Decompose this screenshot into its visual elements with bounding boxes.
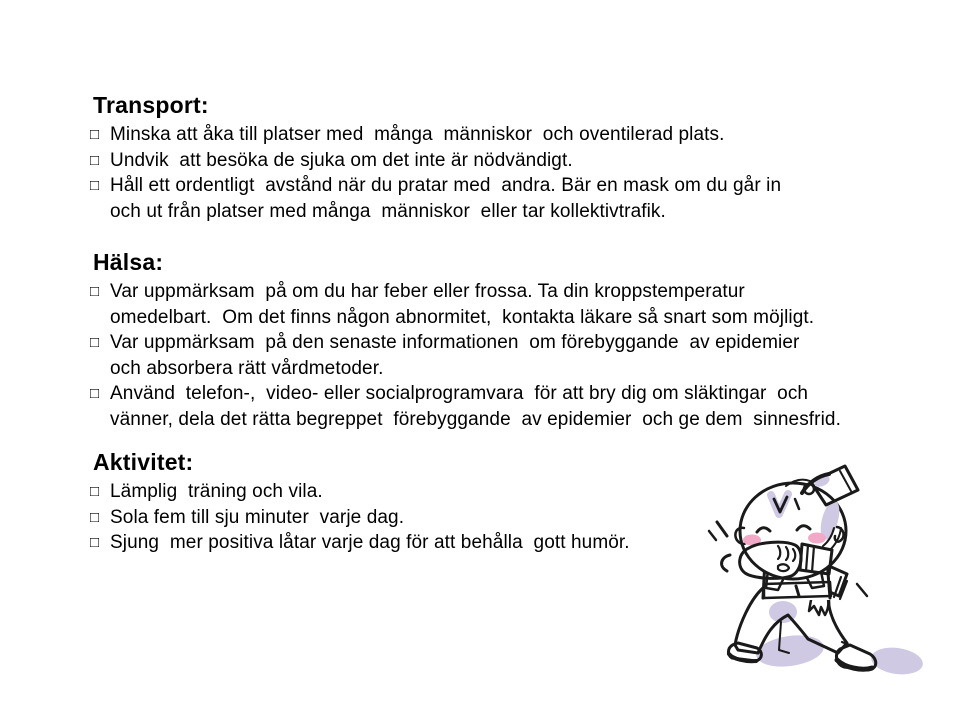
motion-line-right: [857, 584, 867, 596]
bullet-item: [90, 122, 920, 148]
section-heading-halsa: Hälsa:: [93, 249, 164, 275]
square-bullet-icon: □: [90, 483, 100, 500]
square-bullet-icon: □: [90, 177, 100, 194]
section-halsa: [90, 249, 920, 432]
bullet-item: [90, 148, 920, 174]
bullet-item: [90, 330, 920, 381]
bullet-item: [90, 173, 920, 224]
bullet-line: och ut från platser med många människor eller tar kollektivtrafik.: [110, 200, 666, 222]
bullet-line: Undvik att besöka de sjuka om det inte är nödvändigt.: [110, 149, 573, 171]
section-heading-transport: Transport:: [93, 92, 209, 118]
motion-marks: [709, 522, 730, 571]
square-bullet-icon: □: [90, 151, 100, 169]
bullet-item: [90, 279, 920, 330]
bullet-line: omedelbart. Om det finns någon abnormitet, kontakta läkare så snart som möjligt.: [110, 306, 815, 328]
bullet-item: [90, 381, 920, 432]
bullet-line: Var uppmärksam på den senaste informationen om förebyggande av epidemier: [110, 332, 800, 353]
bullet-line: vänner, dela det rätta begreppet förebyggande av epidemier och ge dem sinnesfrid.: [110, 408, 841, 430]
square-bullet-icon: □: [90, 283, 100, 300]
bullet-line: Sola fem till sju minuter varje dag.: [110, 506, 405, 528]
section-heading-aktivitet: Aktivitet:: [93, 449, 194, 475]
square-bullet-icon: □: [90, 534, 100, 551]
square-bullet-icon: □: [90, 385, 100, 402]
kungfu-kid-illustration: [690, 438, 960, 718]
bullet-line: Använd telefon-, video- eller socialprogramvara för att bry dig om släktingar och: [110, 383, 809, 404]
bullet-line: och absorbera rätt vårdmetoder.: [110, 357, 384, 379]
bullet-line: Minska att åka till platser med många människor och oventilerad plats.: [110, 124, 725, 145]
square-bullet-icon: □: [90, 334, 100, 351]
bullet-line: Håll ett ordentligt avstånd när du pratar med andra. Bär en mask om du går in: [110, 175, 782, 196]
bullet-line: Lämplig träning och vila.: [110, 481, 323, 502]
section-transport: [90, 92, 920, 224]
right-cheek: [808, 533, 826, 544]
bullet-line: Var uppmärksam på om du har feber eller frossa. Ta din kroppstemperatur: [110, 281, 745, 302]
square-bullet-icon: □: [90, 508, 100, 526]
square-bullet-icon: □: [90, 126, 100, 143]
bullet-line: Sjung mer positiva låtar varje dag för att behålla gott humör.: [110, 532, 630, 553]
